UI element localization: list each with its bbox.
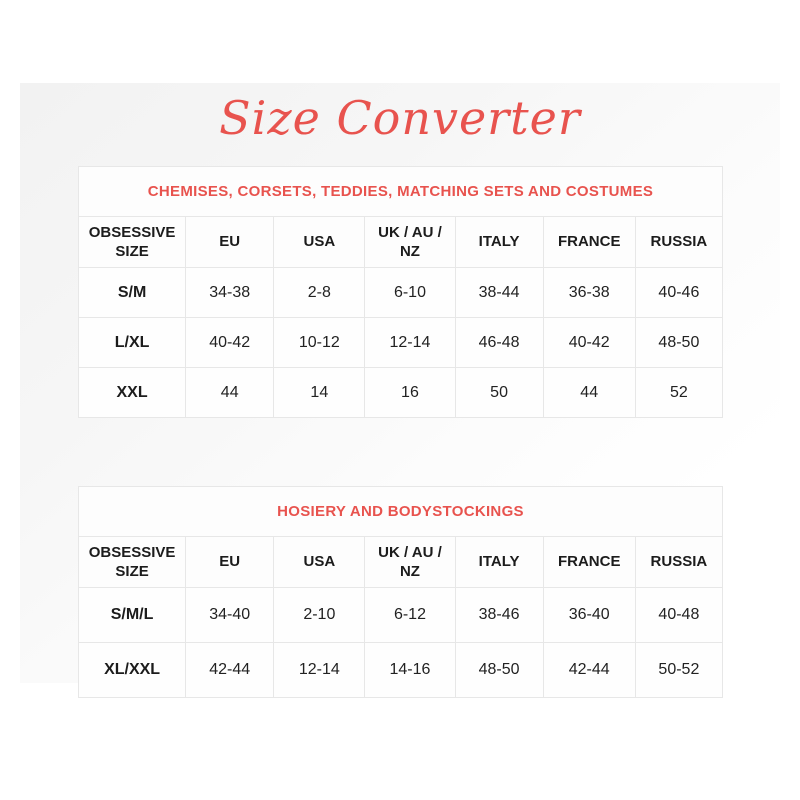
value-cell: 36-38 (543, 268, 635, 318)
column-header-russia: RUSSIA (635, 217, 722, 268)
value-cell: 48-50 (635, 318, 722, 368)
size-cell: XL/XXL (79, 643, 186, 698)
value-cell: 16 (365, 368, 455, 418)
size-cell: S/M/L (79, 588, 186, 643)
page-title: Size Converter (219, 91, 581, 145)
size-cell: XXL (79, 368, 186, 418)
value-cell: 48-50 (455, 643, 543, 698)
value-cell: 2-8 (274, 268, 365, 318)
value-cell: 50 (455, 368, 543, 418)
table-row (79, 588, 723, 643)
column-header-france: FRANCE (543, 537, 635, 588)
table-row (79, 368, 723, 418)
value-cell: 42-44 (543, 643, 635, 698)
column-header-france: FRANCE (543, 217, 635, 268)
value-cell: 36-40 (543, 588, 635, 643)
value-cell: 40-42 (543, 318, 635, 368)
value-cell: 50-52 (635, 643, 722, 698)
table-row (79, 537, 723, 588)
table-row (79, 318, 723, 368)
size-table-chemises (78, 166, 723, 418)
table-row (79, 268, 723, 318)
value-cell: 14 (274, 368, 365, 418)
value-cell: 52 (635, 368, 722, 418)
table-row (79, 487, 723, 537)
table-row (79, 167, 723, 217)
value-cell: 10-12 (274, 318, 365, 368)
table-row (79, 643, 723, 698)
value-cell: 12-14 (274, 643, 365, 698)
value-cell: 6-10 (365, 268, 455, 318)
size-cell: S/M (79, 268, 186, 318)
value-cell: 14-16 (365, 643, 455, 698)
table-row (79, 217, 723, 268)
column-header-obsessive-size: OBSESSIVE SIZE (79, 537, 186, 588)
column-header-eu: EU (186, 217, 274, 268)
value-cell: 38-44 (455, 268, 543, 318)
value-cell: 2-10 (274, 588, 365, 643)
value-cell: 6-12 (365, 588, 455, 643)
table-section-title: HOSIERY AND BODYSTOCKINGS (79, 487, 723, 537)
column-header-italy: ITALY (455, 537, 543, 588)
column-header-russia: RUSSIA (635, 537, 722, 588)
column-header-uk-au-nz: UK / AU / NZ (365, 537, 455, 588)
value-cell: 34-40 (186, 588, 274, 643)
value-cell: 40-42 (186, 318, 274, 368)
value-cell: 42-44 (186, 643, 274, 698)
column-header-eu: EU (186, 537, 274, 588)
size-cell: L/XL (79, 318, 186, 368)
value-cell: 40-46 (635, 268, 722, 318)
value-cell: 44 (543, 368, 635, 418)
value-cell: 46-48 (455, 318, 543, 368)
value-cell: 12-14 (365, 318, 455, 368)
column-header-usa: USA (274, 217, 365, 268)
column-header-italy: ITALY (455, 217, 543, 268)
column-header-obsessive-size: OBSESSIVE SIZE (79, 217, 186, 268)
column-header-usa: USA (274, 537, 365, 588)
column-header-uk-au-nz: UK / AU / NZ (365, 217, 455, 268)
value-cell: 38-46 (455, 588, 543, 643)
table-section-title: CHEMISES, CORSETS, TEDDIES, MATCHING SETS AND COSTUMES (79, 167, 723, 217)
value-cell: 40-48 (635, 588, 722, 643)
size-table-hosiery (78, 486, 723, 698)
value-cell: 44 (186, 368, 274, 418)
value-cell: 34-38 (186, 268, 274, 318)
